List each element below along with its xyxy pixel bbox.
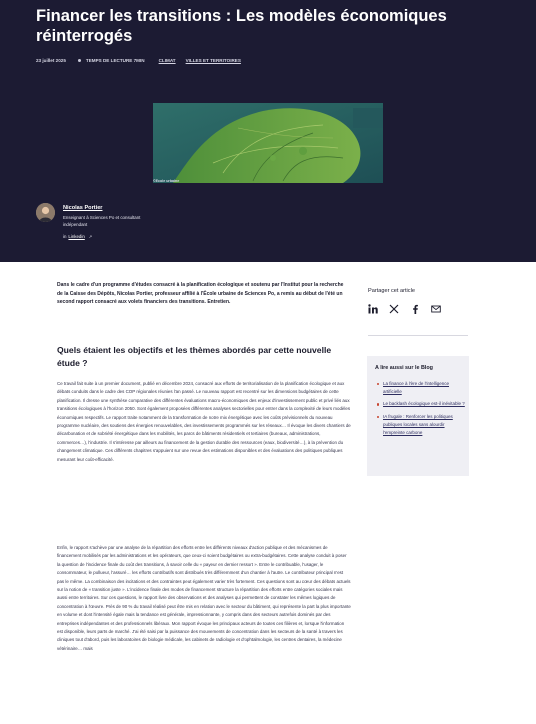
section-heading: Quels étaient les objectifs et les thèmes abordés par cette nouvelle étude ? [57,345,332,368]
image-caption: ©Ecole urbaine [153,179,180,183]
article-date: 23 juillet 2025 [36,57,66,63]
reading-time: TEMPS DE LECTURE 7MIN [85,57,145,63]
author-name[interactable]: Nicolas Portier [63,205,103,211]
tag-climat[interactable]: CLIMAT [158,57,176,63]
related-post-link[interactable]: La finance à l'ère de l'intelligence artificielle [377,380,465,396]
article-title: Financer les transitions : Les modèles économiques réinterrogés [36,7,447,45]
related-posts-box [367,356,469,476]
related-posts-title: A lire aussi sur le Blog [375,365,433,371]
article-paragraph: Ce travail fait suite à un premier document, publié en décembre 2024, consacré aux efforts de territorialisation de la planification écologique et aux débats conduits dans le cadre des COP régionales réunies l'an passé. Le nouveau rapport est recentré sur les dimensions budgétaires de cette planification. Il dresse une synthèse comparative des différentes évaluations macro-économiques des enjeux d'investissement public et privé liés aux transitions écologiques à l'horizon 2050. Sont également proposées différentes analyses sectorielles pour entrer dans la complexité de leurs modèles économiques respectifs. Le rapport traite notamment de la transformation de notre mix énergétique avec les coûts prévisionnels du nouveau programme nucléaire, des soutiens des énergies renouvelables, des investissements programmés sur les réseaux… Il évoque les divers chantiers de décarbonation et de sobriété énergétique dans les mobilités, les parcs de bâtiments résidentiels et tertiaires (bureaux, administrations, commerces…), l'industrie. Il s'intéresse par ailleurs au financement de la gestion durable des ressources (eaux, biodiversité…), à la prévention du changement climatique. Ces différents chapitres s'appuient sur une revue des estimations disponibles et des évaluations des politiques publiques mesurant leur coût-efficacité. [57,381,351,462]
share-icons [368,304,452,314]
share-label: Partager cet article [368,288,415,294]
article-paragraph: Enfin, le rapport s'achève par une analyse de la répartition des efforts entre les différents niveaux d'action publique et des mécanismes de financement mobilisés par les administrations et les opérateurs, que ceux-ci soient budgétaires ou extra-budgétaires. Cette analyse conduit à poser la question de l'incidence finale du coût des transitions, à savoir celle du « payeur en dernier ressort ». Entre le contribuable, l'usager, le consommateur, le pollueur, l'assuré… les efforts contributifs sont distribués très différemment d'un chantier à l'autre. Le contributeur principal n'est pas le même. La combinaison des incitations et des contraintes peut également varier très fortement. Ces questions sont au cœur des débats actuels sur la notion de « transition juste ». L'incidence finale des modes de financement structure la répartition des efforts entre catégories sociales mais aussi entre territoires. Sur ces questions, le rapport livre des observations et des analyses qui permettent de constater les mêmes logiques de concentration à l'œuvre. Près de 90 % du travail réalisé peut être mis en relation avec le secteur du bâtiment, qui représente la part la plus importante en volume et dont l'intensité égale mais la tendance est générale, impressionnante, y compris dans des secteurs autrefois dominés par des entreprises indépendantes et des professionnels libéraux. Mon rapport évoque les principaux acteurs de toutes ces filières et, lorsque l'information est disponible, leurs parts de marché. J'ai été saisi par la puissance des mouvements de concentration dans les secteurs de la santé à travers les cliniques tout d'abord, puis les laboratoires de biologie médicale, les cabinets de radiologie et d'ophtalmologie, les centres dentaires, la médecine vétérinaire… mais [57,545,351,651]
article-meta [36,55,241,65]
tag-villes-territoires[interactable]: VILLES ET TERRITOIRES [185,57,241,63]
clock-icon [78,59,81,62]
related-posts-list [377,380,465,441]
author-link-label[interactable]: Linkedin [68,234,85,239]
sidebar-divider [368,335,468,336]
facebook-icon[interactable] [410,304,426,314]
external-link-icon: ↗ [88,234,93,239]
article-hero [0,0,536,262]
related-post-link[interactable]: IA frugale : Renforcer les politiques publiques locales sans alourdir l'empreinte carbone [377,413,465,438]
related-post-link[interactable]: Le backlash écologique est-il inévitable ? [377,400,465,408]
hero-image [153,103,383,183]
x-icon[interactable] [389,304,405,314]
author-link-prefix: in [63,234,67,239]
article-intro: Dans le cadre d'un programme d'études consacré à la planification écologique et soutenu par l'Institut pour la recherche de la Caisse des Dépôts, Nicolas Portier, professeur affilié à l'École urbaine de Sciences Po, a remis au début de l'été un second rapport consacré aux volets financiers des transitions. Entretien. [57,282,344,305]
author-linkedin-link[interactable] [63,234,92,239]
author-avatar [36,203,55,222]
mail-icon[interactable] [431,304,447,314]
linkedin-icon[interactable] [368,304,384,314]
author-role: Enseignant à Sciences Po et consultant indépendant [63,215,141,227]
